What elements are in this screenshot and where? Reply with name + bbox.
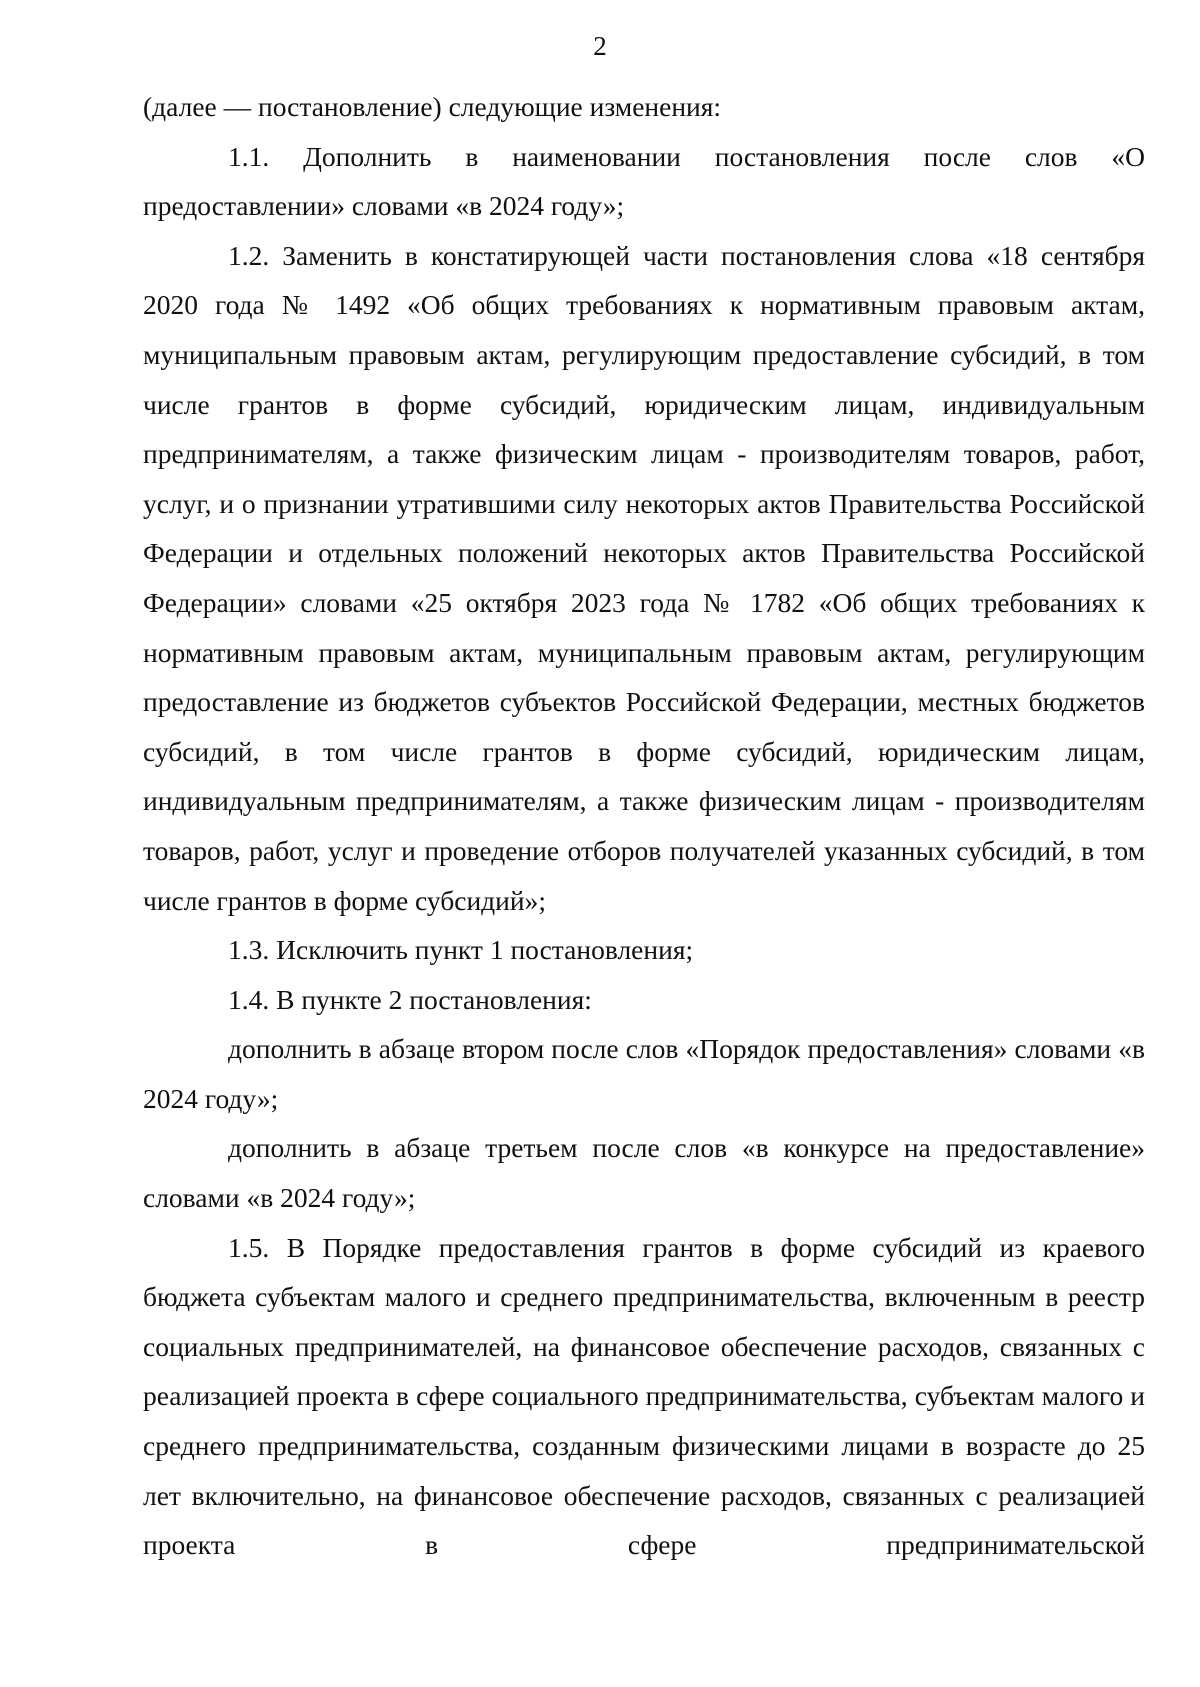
paragraph-1-3: 1.3. Исключить пункт 1 постановления; bbox=[228, 934, 694, 966]
paragraph-1-4: 1.4. В пункте 2 постановления: bbox=[228, 983, 592, 1015]
page-number: 2 bbox=[593, 31, 607, 61]
paragraph-continuation: (далее — постановление) следующие изменения: bbox=[143, 91, 722, 122]
paragraph-1-1: 1.1. Дополнить в наименовании постановления после слов «О предоставлении» словами «в 2024 году»; bbox=[143, 140, 1145, 222]
paragraph-1-4-third: дополнить в абзаце третьем после слов «в конкурсе на предоставление» словами «в 2024 году»; bbox=[143, 1132, 1145, 1214]
paragraph-1-4-second: дополнить в абзаце втором после слов «Порядок предоставления» словами «в 2024 году»; bbox=[143, 1033, 1145, 1114]
paragraph-1-5: 1.5. В Порядке предоставления грантов в форме субсидий из краевого бюджета субъектам малого и среднего предпринимательства, включенным в реестр социальных предпринимателей, на финансовое обеспечение расходов, связанных с реализацией проекта в сфере социального предпринимательства, субъектам малого и среднего предпринимательства, созданным физическими лицами в возрасте до 25 лет включительно, на финансовое обеспечение расходов, связанных с реализацией проекта в сфере предпринимательской bbox=[143, 1231, 1145, 1561]
document-body bbox=[143, 82, 1145, 1570]
paragraph-1-2: 1.2. Заменить в констатирующей части постановления слова «18 сентября 2020 года № 1492 «Об общих требованиях к нормативным правовым актам, муниципальным правовым актам, регулирующим предоставление субсидий, в том числе грантов в форме субсидий, юридическим лицам, индивидуальным предпринимателям, а также физическим лицам - производителям товаров, работ, услуг, и о признании утратившими силу некоторых актов Правительства Российской Федерации и отдельных положений некоторых актов Правительства Российской Федерации» словами «25 октября 2023 года № 1782 «Об общих требованиях к нормативным правовым актам, муниципальным правовым актам, регулирующим предоставление из бюджетов субъектов Российской Федерации, местных бюджетов субсидий, в том числе грантов в форме субсидий, юридическим лицам, индивидуальным предпринимателям, а также физическим лицам - производителям товаров, работ, услуг и проведение отборов получателей указанных субсидий, в том числе грантов в форме субсидий»; bbox=[143, 239, 1145, 916]
